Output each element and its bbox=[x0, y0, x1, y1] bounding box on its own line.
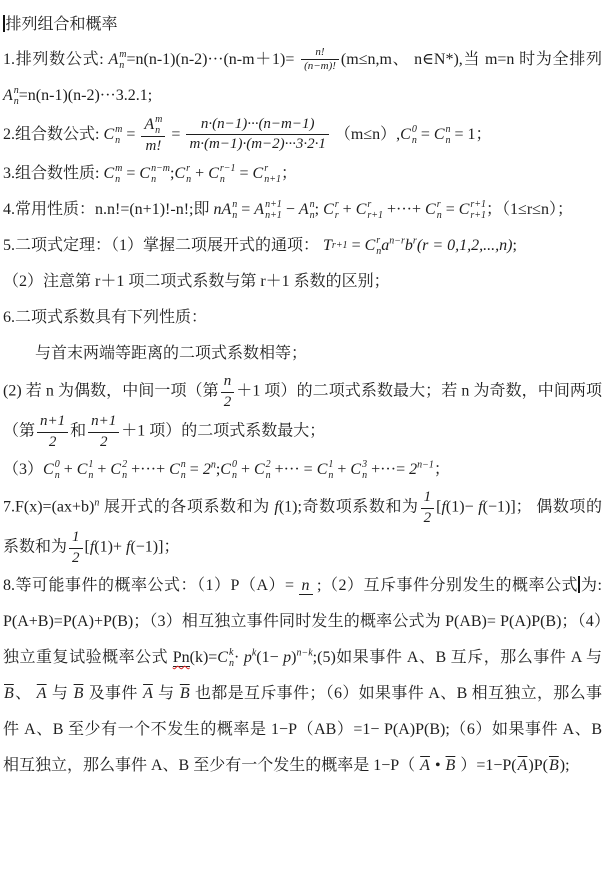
text-run: 2.组合数公式: bbox=[3, 125, 104, 143]
text-run: (−1)]； bbox=[130, 538, 180, 556]
paragraph-8-probability-formulas bbox=[3, 568, 602, 784]
paragraph-5-binomial-theorem bbox=[3, 228, 602, 264]
paragraph-6-binomial-coefficient-properties bbox=[3, 300, 602, 336]
fraction-numerator: n bbox=[221, 372, 235, 393]
text-run: (1);奇数项系数和为 bbox=[278, 498, 419, 516]
math-base: A bbox=[108, 50, 119, 68]
math-base: C bbox=[253, 461, 265, 479]
text-run: =n(n-1)(n-2)···(n-m＋1)= bbox=[126, 50, 300, 68]
text-run: = bbox=[185, 461, 203, 479]
text-run: 3.组合数性质: bbox=[3, 165, 104, 183]
fraction-numerator bbox=[141, 114, 165, 137]
math-subscript: n bbox=[376, 246, 382, 258]
math-base: C bbox=[174, 165, 186, 183]
math-script-stack bbox=[220, 163, 236, 185]
overline-event-term: $\overline{B}$ bbox=[548, 757, 559, 775]
math-superscript: 3 bbox=[362, 459, 368, 471]
math-subscript: n bbox=[219, 174, 225, 186]
math-script-term bbox=[254, 199, 282, 221]
text-run: 与 bbox=[47, 685, 73, 703]
math-subscript: n bbox=[115, 134, 121, 146]
math-base: A bbox=[221, 201, 232, 219]
math-base: A bbox=[3, 86, 13, 104]
text-run: (1)− bbox=[445, 498, 479, 516]
math-subscript: n bbox=[122, 470, 128, 482]
math-subscript: n bbox=[328, 470, 334, 482]
math-fraction bbox=[421, 488, 435, 528]
math-base: C bbox=[355, 201, 367, 219]
math-script-term bbox=[110, 459, 127, 481]
math-superscript: m bbox=[115, 163, 123, 175]
math-superscript: 2 bbox=[122, 459, 128, 471]
math-base: C bbox=[217, 649, 228, 667]
math-script-term bbox=[221, 199, 237, 221]
text-run: = bbox=[122, 165, 140, 183]
fraction-numerator: n·(n−1)···(n−m−1) bbox=[186, 115, 328, 136]
fraction-numerator: n+1 bbox=[88, 412, 119, 433]
math-base: C bbox=[350, 461, 362, 479]
math-superscript: r bbox=[186, 163, 191, 175]
math-superscript: r−1 bbox=[219, 163, 236, 175]
text-run: + bbox=[93, 461, 111, 479]
math-subscript: n bbox=[88, 470, 94, 482]
text-run: + bbox=[333, 461, 351, 479]
math-script-stack bbox=[367, 199, 383, 221]
text-run: 与 bbox=[153, 685, 179, 703]
math-fraction bbox=[221, 372, 235, 412]
text-run: ; bbox=[170, 165, 175, 183]
math-superscript: 0 bbox=[54, 459, 60, 471]
math-superscript: m bbox=[115, 123, 123, 135]
math-superscript: n bbox=[210, 459, 216, 471]
math-superscript: 0 bbox=[231, 459, 237, 471]
text-run: (2) 若 n 为偶数，中间一项（第 bbox=[3, 382, 219, 400]
text-run: +···+ bbox=[127, 461, 170, 479]
math-script-stack bbox=[265, 199, 282, 221]
overline-event-term: $\overline{B}$ bbox=[4, 685, 14, 703]
underlined-term: n bbox=[299, 577, 313, 595]
math-subscript: n bbox=[115, 174, 121, 186]
math-subscript: n bbox=[309, 210, 315, 222]
text-cursor bbox=[578, 576, 580, 593]
text-run: = bbox=[235, 165, 253, 183]
math-superscript: m bbox=[155, 113, 163, 125]
text-run: (1− bbox=[256, 649, 284, 667]
fraction-numerator: 1 bbox=[421, 488, 435, 509]
text-run: = bbox=[237, 201, 255, 219]
text-run: ); bbox=[559, 757, 570, 775]
text-run: − bbox=[281, 201, 299, 219]
fraction-denominator: 2 bbox=[72, 549, 80, 566]
overline-event-term: $\overline{A}$ bbox=[517, 757, 528, 775]
text-run: 和 bbox=[70, 422, 87, 440]
math-script-term bbox=[425, 199, 442, 221]
math-script-stack bbox=[155, 114, 162, 136]
text-run: ； bbox=[280, 165, 297, 183]
text-run: ) bbox=[291, 649, 297, 667]
math-script-term bbox=[400, 124, 417, 146]
spellcheck-flagged-term: Pn bbox=[172, 649, 190, 667]
math-script-term bbox=[217, 647, 234, 669]
math-superscript: r bbox=[436, 199, 441, 211]
text-run: 8.等可能事件的概率公式：（1）P（A）= bbox=[3, 577, 299, 595]
math-superscript: n−1 bbox=[417, 459, 434, 471]
text-run: =n(n-1)(n-2)···3.2.1; bbox=[18, 86, 153, 104]
math-base: C bbox=[400, 125, 411, 143]
math-base: C bbox=[103, 125, 115, 143]
paragraph-6-property-1 bbox=[3, 336, 602, 372]
math-subscript: n bbox=[180, 470, 186, 482]
text-run: 也都是互斥事件；（6）如果事件 A、B 相互独立，那么事件 A、B 至少有一个不发生的概率是 1−P（AB）=1− P(A)P(B);（6）如果事件 A、B 相互独立，那么事件 A、B 至少有一个发生的概率是 1−P（ bbox=[3, 685, 602, 775]
math-subscript: n bbox=[228, 658, 234, 670]
math-script-term bbox=[253, 163, 281, 185]
math-subscript: n bbox=[445, 134, 451, 146]
math-superscript: m bbox=[119, 48, 127, 60]
math-superscript: n bbox=[232, 199, 238, 211]
math-base: C bbox=[425, 201, 436, 219]
math-script-term bbox=[108, 49, 126, 71]
math-fraction bbox=[88, 412, 119, 452]
math-superscript: r bbox=[412, 235, 417, 247]
math-base: C bbox=[323, 201, 334, 219]
fraction-denominator: m! bbox=[145, 137, 162, 154]
text-run: ＋1 项）的二项式系数最大； bbox=[121, 422, 326, 440]
math-script-stack bbox=[264, 163, 281, 185]
math-base: C bbox=[252, 165, 264, 183]
math-superscript: n+1 bbox=[265, 199, 282, 211]
math-script-term bbox=[220, 459, 237, 481]
math-script-term bbox=[175, 163, 192, 185]
math-script-term bbox=[144, 114, 162, 136]
math-superscript: r bbox=[334, 199, 339, 211]
fraction-numerator: n+1 bbox=[37, 412, 68, 433]
text-run: [ bbox=[436, 498, 442, 516]
math-variable: 2 bbox=[202, 461, 211, 479]
math-base: C bbox=[76, 461, 88, 479]
math-variable: (r = 0,1,2,...,n) bbox=[416, 237, 513, 255]
math-script-term bbox=[365, 235, 382, 257]
math-superscript: 2 bbox=[265, 459, 271, 471]
math-superscript: n bbox=[180, 459, 186, 471]
math-variable: a bbox=[381, 237, 390, 255]
math-fraction bbox=[186, 115, 328, 155]
math-subscript: r bbox=[334, 210, 339, 222]
text-run: 4.常用性质：n.n!=(n+1)!-n!;即 bbox=[3, 201, 214, 219]
math-script-term bbox=[323, 199, 339, 221]
paragraph-6-property-3 bbox=[3, 452, 602, 488]
text-run: = bbox=[167, 125, 185, 143]
paragraph-4-common-properties bbox=[3, 192, 602, 228]
math-script-term bbox=[208, 163, 235, 185]
math-subscript: n bbox=[13, 95, 19, 107]
fraction-denominator: 2 bbox=[423, 509, 432, 526]
math-variable: b bbox=[404, 237, 413, 255]
text-run: )P( bbox=[528, 757, 548, 775]
math-script-term bbox=[103, 163, 122, 185]
text-run: ； bbox=[433, 461, 450, 479]
math-variable: f bbox=[478, 498, 483, 516]
math-base: C bbox=[110, 461, 122, 479]
text-run: +···= bbox=[367, 461, 410, 479]
math-base: T bbox=[323, 237, 332, 255]
math-fraction bbox=[301, 46, 339, 75]
text-run: (k)= bbox=[189, 649, 218, 667]
fraction-denominator: 2 bbox=[223, 393, 232, 410]
fraction-denominator: (n−m)! bbox=[304, 60, 336, 73]
text-run: 与首末两端等距离的二项式系数相等； bbox=[35, 345, 308, 363]
text-run: （2）注意第 r＋1 项二项式系数与第 r＋1 系数的区别； bbox=[3, 273, 390, 291]
text-run: ;(5)如果事件 A、B 互斥，那么事件 A 与 bbox=[312, 649, 602, 667]
math-script-stack bbox=[470, 199, 486, 221]
math-variable: 2 bbox=[409, 461, 418, 479]
math-subscript: n bbox=[186, 174, 192, 186]
math-superscript: n bbox=[445, 123, 451, 135]
math-subscript: n bbox=[151, 174, 157, 186]
math-variable: f bbox=[274, 498, 279, 516]
document-title bbox=[3, 8, 602, 42]
math-subscript: n+1 bbox=[265, 210, 282, 222]
math-superscript: 0 bbox=[411, 123, 417, 135]
math-superscript: k bbox=[228, 647, 234, 659]
text-run: ; bbox=[512, 237, 517, 255]
math-superscript: n bbox=[94, 497, 100, 509]
text-run: = 1； bbox=[450, 125, 492, 143]
math-script-term bbox=[317, 459, 334, 481]
math-subscript: r+1 bbox=[470, 210, 487, 222]
math-base: C bbox=[43, 461, 54, 479]
math-script-term bbox=[43, 459, 60, 481]
text-run: 及事件 bbox=[84, 685, 143, 703]
math-superscript: r bbox=[264, 163, 269, 175]
math-base: A bbox=[298, 201, 309, 219]
paragraph-3-combination-properties bbox=[3, 156, 602, 192]
math-superscript: k bbox=[251, 647, 257, 659]
math-script-term bbox=[169, 459, 186, 481]
math-superscript: r bbox=[376, 235, 381, 247]
text-run: (m≤n,m、 n∈N*),当 m=n 时为全排列 bbox=[340, 50, 602, 68]
overline-event-term: $\overline{B}$ bbox=[179, 685, 190, 703]
text-run: · bbox=[233, 649, 244, 667]
math-superscript: n bbox=[13, 84, 19, 96]
overline-event-term: $\overline{A}$ bbox=[143, 685, 153, 703]
text-run: = bbox=[122, 125, 140, 143]
math-subscript: n bbox=[362, 470, 368, 482]
text-run: 展开式的各项系数和为 bbox=[99, 498, 275, 516]
text-run: 5.二项式定理：（1）掌握二项展开式的通项： bbox=[3, 237, 324, 255]
math-script-term bbox=[103, 124, 122, 146]
math-superscript: r+1 bbox=[470, 199, 487, 211]
math-subscript: n bbox=[155, 124, 161, 136]
text-run: + bbox=[338, 201, 356, 219]
math-subscript: n bbox=[411, 134, 417, 146]
math-variable: p bbox=[283, 649, 292, 667]
math-script-stack bbox=[151, 163, 170, 185]
math-variable: f bbox=[125, 538, 131, 556]
math-script-term bbox=[139, 163, 170, 185]
math-script-term bbox=[459, 199, 486, 221]
math-script-term bbox=[356, 199, 383, 221]
math-superscript: n bbox=[309, 199, 315, 211]
math-base: A bbox=[144, 115, 155, 133]
math-script-term bbox=[77, 459, 94, 481]
paragraph-7-coefficient-sums bbox=[3, 488, 602, 568]
math-variable: n bbox=[213, 201, 222, 219]
math-base: C bbox=[169, 461, 180, 479]
paragraph-1-permutation-formula bbox=[3, 42, 602, 114]
fraction-numerator: 1 bbox=[69, 528, 83, 549]
text-run: 7.F(x)=(ax+b) bbox=[3, 498, 95, 516]
text-run: ；（1≤r≤n）； bbox=[486, 201, 573, 219]
math-superscript: n−m bbox=[151, 163, 171, 175]
text-run: ;（2）互斥事件分别发生的概率公式 bbox=[312, 577, 579, 595]
math-script-term bbox=[254, 459, 271, 481]
text-run: ＋1 项）的二项式系数最大；若 n 为奇数，中间两项（第 bbox=[3, 382, 602, 440]
math-script-term: T r+1 bbox=[323, 237, 348, 255]
math-script-term bbox=[434, 124, 451, 146]
text-run: (−1)]； 偶数项的系数和为 bbox=[3, 498, 602, 556]
math-fraction bbox=[141, 114, 165, 157]
overline-event-term: $\overline{A}$ bbox=[36, 685, 47, 703]
fraction-denominator: 2 bbox=[48, 433, 57, 450]
fraction-denominator: m·(m−1)·(m−2)···3·2·1 bbox=[189, 136, 326, 153]
overline-event-term: $\overline{B}$ bbox=[445, 757, 456, 775]
math-base: C bbox=[458, 201, 470, 219]
paragraph-5-note-2 bbox=[3, 264, 602, 300]
document-body bbox=[3, 42, 602, 785]
math-subscript: n bbox=[54, 470, 60, 482]
text-run: +···+ bbox=[383, 201, 426, 219]
math-base: A bbox=[254, 201, 265, 219]
math-base: C bbox=[316, 461, 328, 479]
text-run: [ bbox=[84, 538, 90, 556]
math-script-term bbox=[3, 85, 19, 107]
math-base: C bbox=[208, 165, 219, 183]
math-variable: f bbox=[89, 538, 95, 556]
text-run: • bbox=[430, 757, 445, 775]
math-variable: f bbox=[441, 498, 446, 516]
document-title-text: 排列组合和概率 bbox=[5, 16, 118, 33]
math-script-term bbox=[350, 459, 367, 481]
text-run: ; bbox=[215, 461, 221, 479]
text-run: （3） bbox=[3, 461, 44, 479]
text-run: +··· = bbox=[270, 461, 317, 479]
math-subscript: n+1 bbox=[264, 174, 281, 186]
text-run: 6.二项式系数具有下列性质： bbox=[3, 309, 208, 327]
text-run: = bbox=[441, 201, 459, 219]
math-subscript: n bbox=[265, 470, 271, 482]
overline-event-term: $\overline{A}$ bbox=[420, 757, 430, 775]
math-subscript: n bbox=[436, 210, 442, 222]
math-fraction bbox=[37, 412, 68, 452]
math-superscript: n−r bbox=[389, 235, 405, 247]
math-subscript: n bbox=[232, 210, 238, 222]
math-fraction bbox=[69, 528, 83, 568]
math-base: C bbox=[433, 125, 445, 143]
math-base: C bbox=[103, 165, 115, 183]
math-base: C bbox=[220, 461, 231, 479]
math-superscript: 1 bbox=[328, 459, 334, 471]
text-cursor bbox=[3, 15, 5, 32]
paragraph-6-property-2 bbox=[3, 372, 602, 452]
text-run: ; bbox=[314, 201, 324, 219]
text-run: ）=1−P( bbox=[456, 757, 517, 775]
math-subscript: n bbox=[119, 59, 125, 71]
text-run: (1)+ bbox=[94, 538, 126, 556]
text-run: = bbox=[416, 125, 434, 143]
text-run: + bbox=[59, 461, 77, 479]
math-subscript: r+1 bbox=[367, 210, 383, 222]
math-superscript: r bbox=[367, 199, 372, 211]
paragraph-2-combination-formula bbox=[3, 114, 602, 157]
math-subscript: n bbox=[231, 470, 237, 482]
text-run: 、 bbox=[14, 685, 36, 703]
text-run: = bbox=[347, 237, 365, 255]
math-superscript: 1 bbox=[88, 459, 94, 471]
fraction-denominator: 2 bbox=[99, 433, 108, 450]
math-superscript: n−k bbox=[296, 647, 313, 659]
math-base: C bbox=[139, 165, 151, 183]
math-variable: p bbox=[243, 649, 252, 667]
text-run: + bbox=[191, 165, 209, 183]
text-run: 1.排列数公式: bbox=[3, 50, 109, 68]
text-run: （m≤n）, bbox=[330, 125, 401, 143]
math-base: C bbox=[364, 237, 376, 255]
math-script-term bbox=[299, 199, 315, 221]
fraction-numerator: n! bbox=[301, 46, 339, 61]
overline-event-term: $\overline{B}$ bbox=[73, 685, 84, 703]
text-run: 为: P(A+B)=P(A)+P(B)；（3）相互独立事件同时发生的概率公式为 P(AB)= P(A)P(B)；（4）独立重复试验概率公式 bbox=[3, 577, 602, 667]
text-run: + bbox=[236, 461, 254, 479]
